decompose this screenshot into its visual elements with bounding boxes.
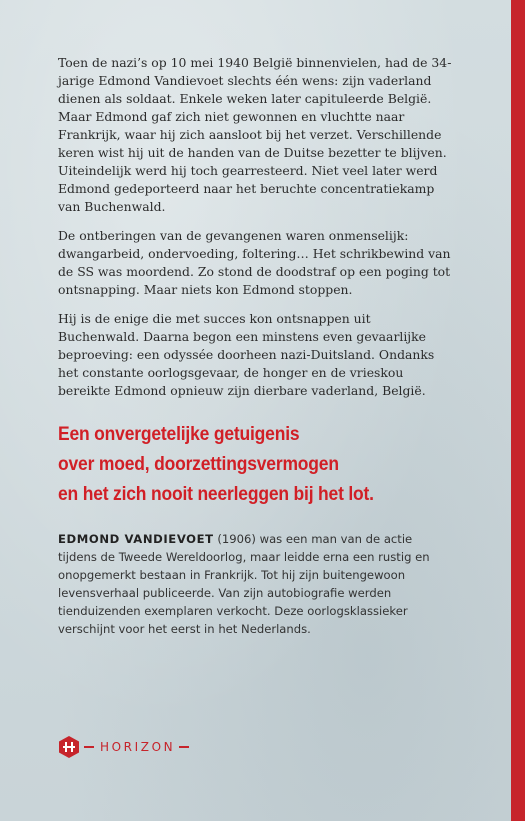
logo-dash-left xyxy=(84,746,94,748)
tagline-line: en het zich nooit neerleggen bij het lot. xyxy=(58,484,374,505)
author-name: EDMOND VANDIEVOET xyxy=(58,532,214,546)
back-cover-blurb xyxy=(58,54,453,411)
logo-dash-right xyxy=(179,746,189,748)
blurb-paragraph: Toen de nazi’s op 10 mei 1940 België binnenvielen, had de 34-jarige Edmond Vandievoet slechts één wens: zijn vaderland dienen als soldaat. Enkele weken later capituleerde België. Maar Edmond gaf zich niet gewonnen en vluchtte naar Frankrijk, waar hij zich aansloot bij het verzet. Verschillende keren wist hij uit de handen van de Duitse bezetter te blijven. Uiteindelijk werd hij toch gearresteerd. Niet veel later werd Edmond gedeporteerd naar het beruchte concentratiekamp van Buchenwald. xyxy=(58,55,452,214)
blurb-paragraph: De ontberingen van de gevangenen waren onmenselijk: dwangarbeid, ondervoeding, foltering… Het schrikbewind van de SS was moordend. Zo stond de doodstraf op een poging tot ontsnapping. Maar niets kon Edmond stoppen. xyxy=(58,228,451,297)
author-bio-text: (1906) was een man van de actie tijdens de Tweede Wereldoorlog, maar leidde erna een rustig en onopgemerkt bestaan in Frankrijk. Tot hij zijn buitengewoon levensverhaal publiceerde. Van zijn autobiografie werden tienduizenden exemplaren verkocht. Deze oorlogsklassieker verschijnt voor het eerst in het Nederlands. xyxy=(58,532,430,636)
tagline xyxy=(58,420,444,510)
publisher-logo xyxy=(58,735,193,759)
blurb-paragraph: Hij is de enige die met succes kon ontsnappen uit Buchenwald. Daarna begon een minstens even gevaarlijke beproeving: een odyssée doorheen nazi-Duitsland. Ondanks het constante oorlogsgevaar, de honger en de vrieskou bereikte Edmond opnieuw zijn dierbare vaderland, België. xyxy=(58,311,435,398)
horizon-hexagon-icon xyxy=(58,735,80,759)
tagline-line: Een onvergetelijke getuigenis xyxy=(58,424,300,445)
author-bio xyxy=(58,530,438,638)
spine-red-bar xyxy=(511,0,525,821)
tagline-line: over moed, doorzettingsvermogen xyxy=(58,454,339,475)
publisher-name: HORIZON xyxy=(100,740,176,754)
